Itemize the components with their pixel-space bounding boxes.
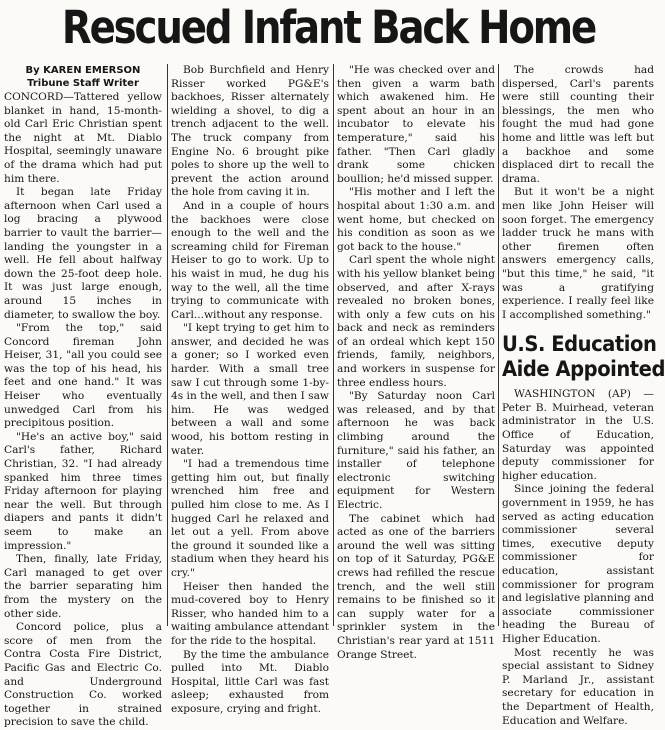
paragraph: "He was checked over and then given a warm bath which awakened him. He spent about an hour in an incubator to elevate his temperature," said his father. "Then Carl gladly drank some chicken boullion; he'd missed supper. — [337, 64, 495, 185]
paragraph: But it won't be a night men like John Heiser will soon forget. The emergency ladder truck he mans with other firemen often answers emergency calls, "but this time," he said, "it was a gratifying experience. I really feel like I accomplished something." — [502, 186, 654, 321]
column-3 — [337, 64, 495, 661]
headline: Rescued Infant Back Home — [61, 1, 596, 54]
paragraph: Bob Burchfield and Henry Risser worked PG&E's backhoes, Risser alternately wielding a shovel, to dig a trench adjacent to the well. The truck company from Engine No. 6 brought pike poles to shore up the well to prevent the action around the hole from caving it in. — [171, 64, 329, 199]
paragraph: CONCORD—Tattered yellow blanket in hand, 15-month-old Carl Eric Christian spent the night at Mt. Diablo Hospital, seemingly unaware of the drama which had put him there. — [4, 91, 162, 185]
column-rule — [333, 64, 334, 626]
paragraph: By the time the ambulance pulled into Mt. Diablo Hospital, little Carl was fast asleep; exhausted from exposure, crying and fright. — [171, 648, 329, 715]
paragraph: "His mother and I left the hospital about 1:30 a.m. and went home, but checked on his condition as soon as we got back to the house." — [337, 186, 495, 253]
paragraph: "I kept trying to get him to answer, and decided he was a goner; so I worked even harder. With a small tree saw I cut through some 1-by-4s in the well, and then I saw him. He was wedged between a wall and some wood, his bottom resting in water. — [171, 322, 329, 457]
paragraph: Carl spent the whole night with his yellow blanket being observed, and after X-rays revealed no broken bones, with only a few cuts on his back and neck as reminders of an ordeal which kept 150 friends, family, neighbors, and workers in suspense for three endless hours. — [337, 254, 495, 389]
paragraph: "From the top," said Concord fireman John Heiser, 31, "all you could see was the top of his head, his feet and one hand." It was Heiser who eventually unwedged Carl from his precipitous position. — [4, 322, 162, 430]
paragraph: Heiser then handed the mud-covered boy to Henry Risser, who handed him to a waiting ambulance attendant for the ride to the hospital. — [171, 580, 329, 647]
paragraph: "By Saturday noon Carl was released, and by that afternoon he was back climbing around the furniture," said his father, an installer of telephone electronic switching equipment for Western Electric. — [337, 390, 495, 511]
secondary-headline — [502, 332, 665, 382]
paragraph: And in a couple of hours the backhoes were close enough to the well and the screaming child for Fireman Heiser to go to work. Up to his waist in mud, he dug his way to the well, all the time trying to communicate with Carl...without any response. — [171, 199, 329, 321]
paragraph: WASHINGTON (AP) — Peter B. Muirhead, veteran administrator in the U.S. Office of Education, Saturday was appointed deputy commissioner for higher education. — [502, 388, 654, 482]
column-2 — [171, 64, 329, 715]
column-4 — [502, 64, 665, 727]
paragraph: The cabinet which had acted as one of the barriers around the well was sitting on top of it Saturday, PG&E crews had refilled the rescue trench, and the well still remains to be finished so it can supply water for a sprinkler system in the Christian's rear yard at 1511 Orange Street. — [337, 512, 495, 661]
secondary-headline-line-2: Aide Appointed — [502, 357, 665, 382]
paragraph: Then, finally, late Friday, Carl managed to get over the barrier separating him from the mystery on the other side. — [4, 553, 162, 620]
paragraph: "He's an active boy," said Carl's father, Richard Christian, 32. "I had already spanked him three times Friday afternoon for playing near the well. But through diapers and pants it didn't seem to make an impression." — [4, 430, 162, 552]
byline-org: Tribune Staff Writer — [27, 78, 139, 89]
byline: By KAREN EMERSON — [25, 65, 141, 76]
column-rule — [498, 64, 499, 626]
column-1 — [4, 64, 162, 729]
paragraph: Most recently he was special assistant to Sidney P. Marland Jr., assistant secretary for education in the Department of Health, Education and Welfare. — [502, 646, 654, 727]
paragraph: Concord police, plus a score of men from the Contra Costa Fire District, Pacific Gas and Electric Co. and Underground Construction Co. worked together in strained precision to save the child. — [4, 621, 162, 729]
column-rule — [167, 64, 168, 626]
paragraph: "I had a tremendous time getting him out, but finally wrenched him free and pulled him close to me. As I hugged Carl he relaxed and let out a yell. From above the ground it sounded like a stadium when they heard his cry." — [171, 458, 329, 579]
secondary-headline-line-1: U.S. Education — [502, 332, 657, 357]
paragraph: It began late Friday afternoon when Carl used a log bracing a plywood barrier to vault the barrier—landing the youngster in a well. He fell about halfway down the 25-foot deep hole. It was just large enough, around 15 inches in diameter, to swallow the boy. — [4, 186, 162, 321]
paragraph: Since joining the federal government in 1959, he has served as acting education commissioner several times, executive deputy commissioner for education, assistant commissioner for program and legislative planning and associate commissioner heading the Bureau of Higher Education. — [502, 483, 654, 645]
paragraph: The crowds had dispersed, Carl's parents were still counting their blessings, the men who fought the mud had gone home and little was left but a backhoe and some displaced dirt to recall the drama. — [502, 64, 654, 185]
